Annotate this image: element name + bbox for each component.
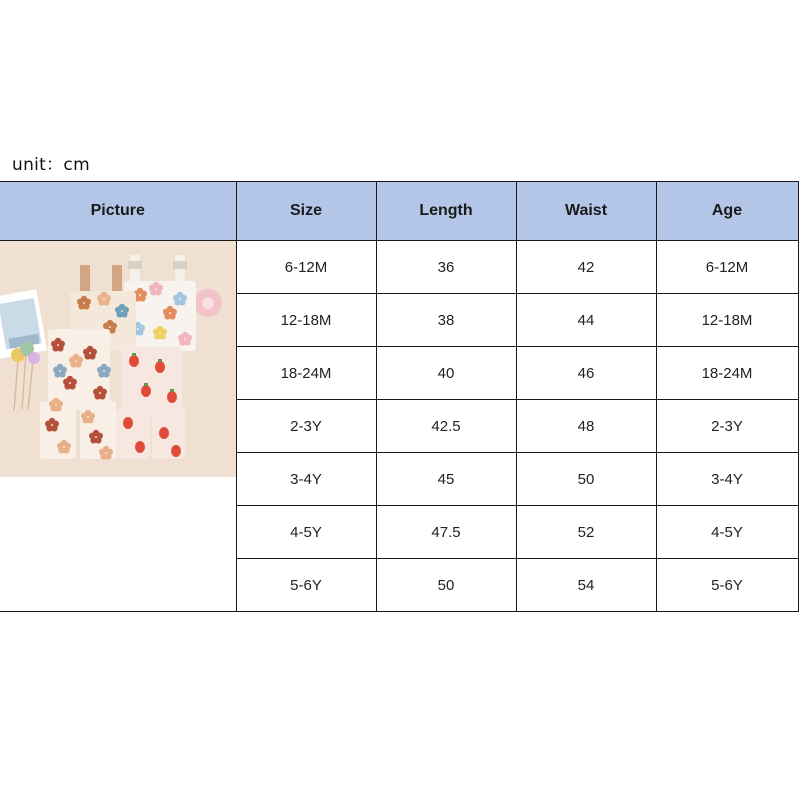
unit-label: unit：cm bbox=[12, 155, 90, 175]
age-cell: 18-24M bbox=[656, 347, 798, 400]
length-cell: 40 bbox=[376, 347, 516, 400]
size-cell: 12-18M bbox=[236, 294, 376, 347]
waist-cell: 46 bbox=[516, 347, 656, 400]
age-cell: 12-18M bbox=[656, 294, 798, 347]
age-cell: 5-6Y bbox=[656, 559, 798, 612]
header-waist: Waist bbox=[516, 182, 656, 241]
length-cell: 45 bbox=[376, 453, 516, 506]
size-cell: 6-12M bbox=[236, 241, 376, 294]
header-picture: Picture bbox=[0, 182, 236, 241]
product-picture-cell bbox=[0, 241, 236, 612]
size-chart-table bbox=[0, 181, 799, 612]
size-cell: 5-6Y bbox=[236, 559, 376, 612]
size-cell: 4-5Y bbox=[236, 506, 376, 559]
waist-cell: 44 bbox=[516, 294, 656, 347]
size-cell: 18-24M bbox=[236, 347, 376, 400]
age-cell: 4-5Y bbox=[656, 506, 798, 559]
length-cell: 50 bbox=[376, 559, 516, 612]
size-cell: 2-3Y bbox=[236, 400, 376, 453]
age-cell: 6-12M bbox=[656, 241, 798, 294]
age-cell: 3-4Y bbox=[656, 453, 798, 506]
length-cell: 36 bbox=[376, 241, 516, 294]
header-size: Size bbox=[236, 182, 376, 241]
age-cell: 2-3Y bbox=[656, 400, 798, 453]
waist-cell: 52 bbox=[516, 506, 656, 559]
product-photo bbox=[0, 241, 236, 477]
waist-cell: 48 bbox=[516, 400, 656, 453]
length-cell: 47.5 bbox=[376, 506, 516, 559]
waist-cell: 54 bbox=[516, 559, 656, 612]
header-length: Length bbox=[376, 182, 516, 241]
length-cell: 38 bbox=[376, 294, 516, 347]
length-cell: 42.5 bbox=[376, 400, 516, 453]
size-cell: 3-4Y bbox=[236, 453, 376, 506]
table-row bbox=[0, 241, 798, 294]
waist-cell: 50 bbox=[516, 453, 656, 506]
waist-cell: 42 bbox=[516, 241, 656, 294]
header-age: Age bbox=[656, 182, 798, 241]
header-row bbox=[0, 182, 798, 241]
